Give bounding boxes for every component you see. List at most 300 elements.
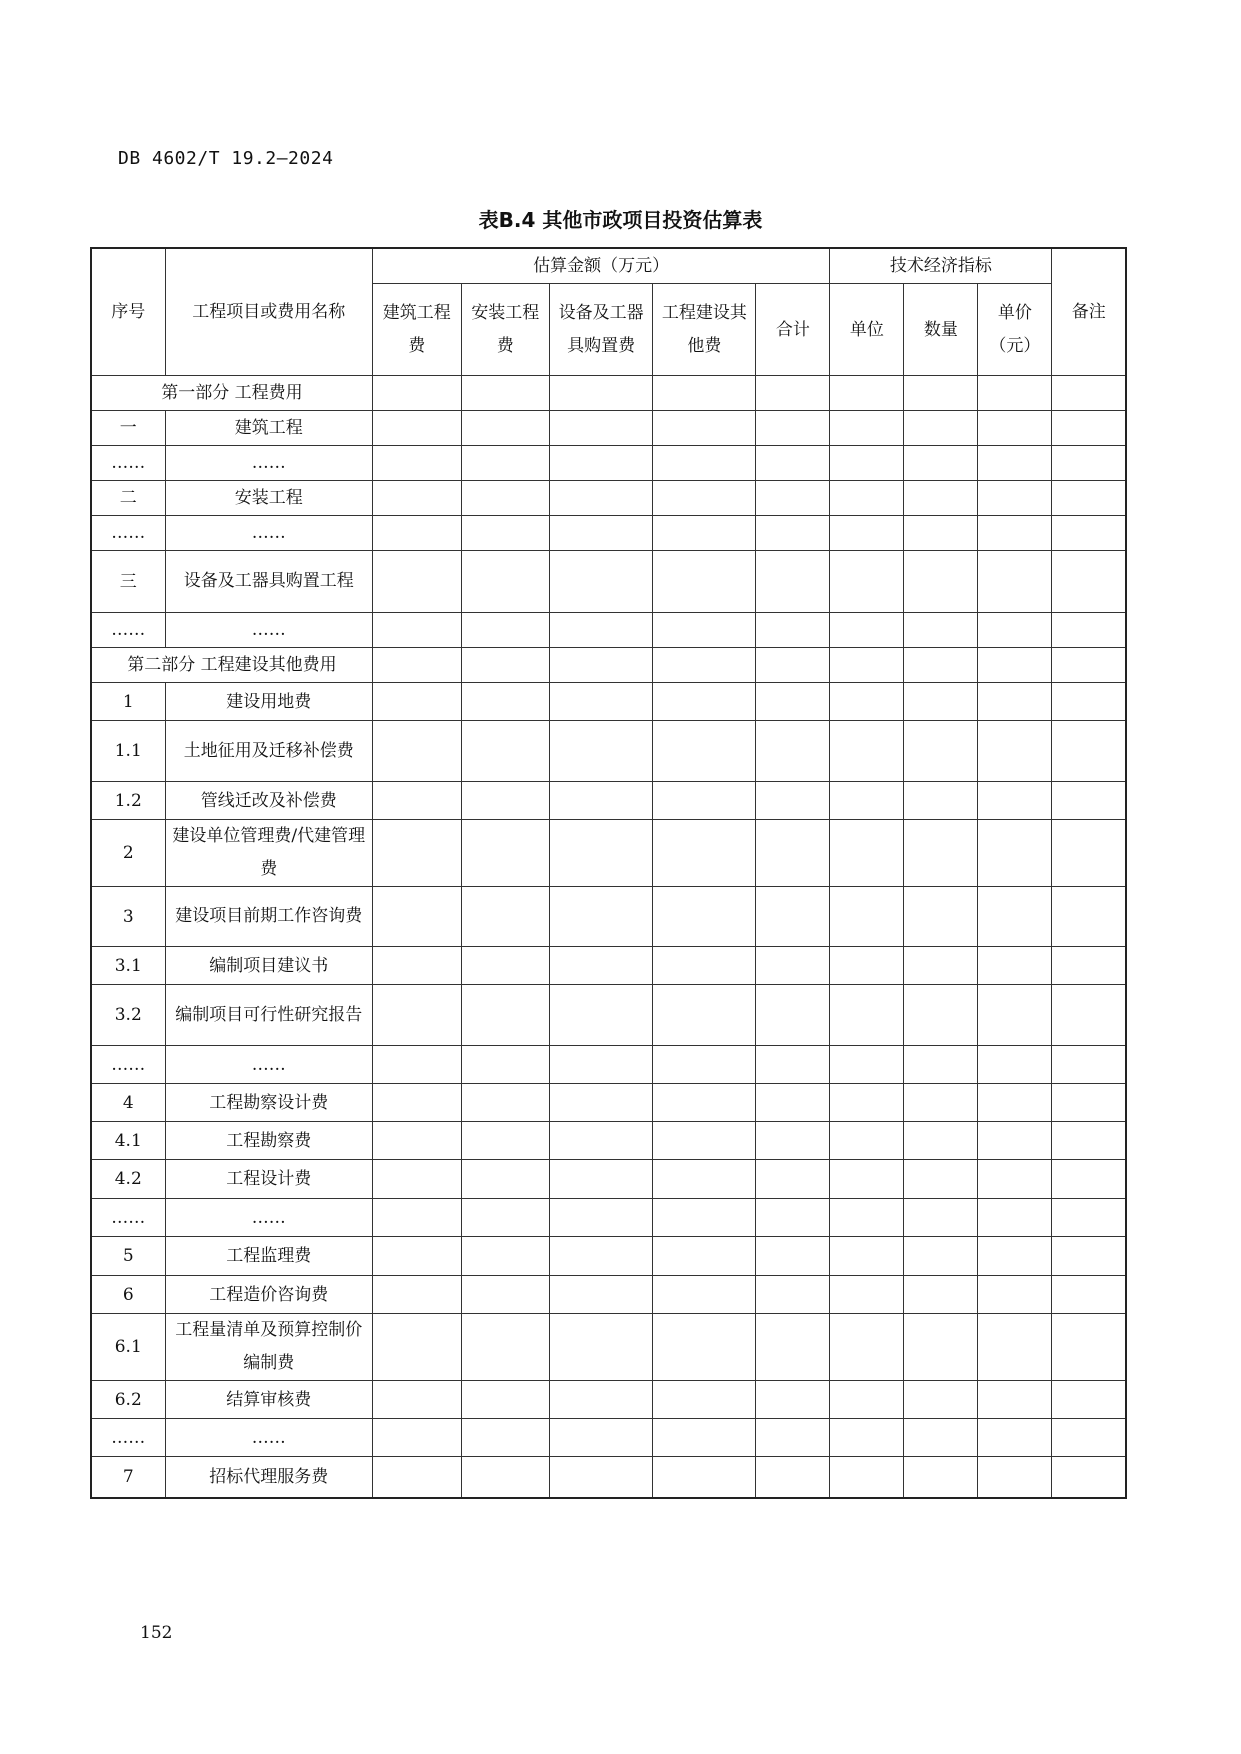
empty-cell xyxy=(904,820,978,887)
empty-cell xyxy=(756,613,830,648)
row-name: 工程监理费 xyxy=(165,1237,372,1276)
table-row xyxy=(91,516,1126,551)
empty-cell xyxy=(372,1276,461,1314)
empty-cell xyxy=(550,613,653,648)
header-qty: 数量 xyxy=(904,284,978,376)
section-row xyxy=(91,376,1126,411)
empty-cell xyxy=(978,1199,1052,1237)
row-seq: 7 xyxy=(91,1457,165,1498)
row-seq: …… xyxy=(91,1419,165,1457)
table-row xyxy=(91,446,1126,481)
empty-cell xyxy=(653,376,756,411)
empty-cell xyxy=(904,683,978,721)
empty-cell xyxy=(550,446,653,481)
empty-cell xyxy=(653,985,756,1046)
empty-cell xyxy=(653,1122,756,1160)
empty-cell xyxy=(1052,446,1126,481)
empty-cell xyxy=(756,1457,830,1498)
empty-cell xyxy=(756,1084,830,1122)
row-seq: 1.1 xyxy=(91,721,165,782)
empty-cell xyxy=(461,683,550,721)
empty-cell xyxy=(550,947,653,985)
empty-cell xyxy=(830,1457,904,1498)
empty-cell xyxy=(978,446,1052,481)
empty-cell xyxy=(372,648,461,683)
empty-cell xyxy=(653,1276,756,1314)
empty-cell xyxy=(756,1237,830,1276)
empty-cell xyxy=(904,1276,978,1314)
empty-cell xyxy=(372,1419,461,1457)
empty-cell xyxy=(756,1419,830,1457)
empty-cell xyxy=(372,481,461,516)
empty-cell xyxy=(461,1237,550,1276)
empty-cell xyxy=(830,613,904,648)
row-seq: …… xyxy=(91,1199,165,1237)
section-one-label: 第一部分 工程费用 xyxy=(91,376,372,411)
empty-cell xyxy=(461,376,550,411)
header-unit: 单位 xyxy=(830,284,904,376)
empty-cell xyxy=(756,376,830,411)
empty-cell xyxy=(756,1046,830,1084)
empty-cell xyxy=(372,1046,461,1084)
header-equipment: 设备及工器具购置费 xyxy=(550,284,653,376)
empty-cell xyxy=(830,551,904,613)
row-name: …… xyxy=(165,446,372,481)
empty-cell xyxy=(550,887,653,947)
empty-cell xyxy=(461,1381,550,1419)
header-total: 合计 xyxy=(756,284,830,376)
section-two-label: 第二部分 工程建设其他费用 xyxy=(91,648,372,683)
empty-cell xyxy=(550,1457,653,1498)
empty-cell xyxy=(1052,1046,1126,1084)
empty-cell xyxy=(372,516,461,551)
table-row xyxy=(91,1160,1126,1199)
empty-cell xyxy=(1052,1276,1126,1314)
header-remark: 备注 xyxy=(1052,248,1126,376)
empty-cell xyxy=(461,947,550,985)
empty-cell xyxy=(550,648,653,683)
row-seq: 6.2 xyxy=(91,1381,165,1419)
empty-cell xyxy=(978,721,1052,782)
empty-cell xyxy=(904,782,978,820)
empty-cell xyxy=(904,1122,978,1160)
empty-cell xyxy=(461,648,550,683)
header-seq: 序号 xyxy=(91,248,165,376)
empty-cell xyxy=(1052,1457,1126,1498)
empty-cell xyxy=(904,1199,978,1237)
empty-cell xyxy=(461,411,550,446)
empty-cell xyxy=(978,411,1052,446)
empty-cell xyxy=(653,648,756,683)
empty-cell xyxy=(1052,1381,1126,1419)
header-name: 工程项目或费用名称 xyxy=(165,248,372,376)
empty-cell xyxy=(550,721,653,782)
empty-cell xyxy=(904,1419,978,1457)
empty-cell xyxy=(830,820,904,887)
row-seq: …… xyxy=(91,613,165,648)
empty-cell xyxy=(372,1122,461,1160)
empty-cell xyxy=(653,1381,756,1419)
empty-cell xyxy=(372,411,461,446)
empty-cell xyxy=(904,721,978,782)
empty-cell xyxy=(756,481,830,516)
empty-cell xyxy=(978,1046,1052,1084)
empty-cell xyxy=(830,1160,904,1199)
empty-cell xyxy=(1052,1084,1126,1122)
empty-cell xyxy=(550,1199,653,1237)
empty-cell xyxy=(830,1084,904,1122)
empty-cell xyxy=(904,481,978,516)
empty-cell xyxy=(372,782,461,820)
empty-cell xyxy=(653,1084,756,1122)
empty-cell xyxy=(978,376,1052,411)
empty-cell xyxy=(1052,947,1126,985)
empty-cell xyxy=(372,683,461,721)
empty-cell xyxy=(830,1419,904,1457)
empty-cell xyxy=(653,1314,756,1381)
empty-cell xyxy=(830,446,904,481)
empty-cell xyxy=(461,551,550,613)
table-row xyxy=(91,1237,1126,1276)
empty-cell xyxy=(653,1237,756,1276)
table-row xyxy=(91,1122,1126,1160)
empty-cell xyxy=(653,516,756,551)
row-seq: …… xyxy=(91,516,165,551)
empty-cell xyxy=(830,648,904,683)
empty-cell xyxy=(904,1160,978,1199)
empty-cell xyxy=(550,1381,653,1419)
empty-cell xyxy=(653,1160,756,1199)
empty-cell xyxy=(978,1237,1052,1276)
empty-cell xyxy=(372,376,461,411)
empty-cell xyxy=(653,887,756,947)
empty-cell xyxy=(461,1314,550,1381)
page-number: 152 xyxy=(140,1623,173,1643)
empty-cell xyxy=(756,411,830,446)
empty-cell xyxy=(1052,613,1126,648)
empty-cell xyxy=(756,782,830,820)
row-seq: 3 xyxy=(91,887,165,947)
empty-cell xyxy=(461,1419,550,1457)
table-row xyxy=(91,683,1126,721)
empty-cell xyxy=(461,446,550,481)
empty-cell xyxy=(653,1457,756,1498)
empty-cell xyxy=(978,1160,1052,1199)
empty-cell xyxy=(461,1276,550,1314)
empty-cell xyxy=(372,985,461,1046)
empty-cell xyxy=(904,1084,978,1122)
empty-cell xyxy=(904,947,978,985)
empty-cell xyxy=(653,1046,756,1084)
empty-cell xyxy=(978,648,1052,683)
empty-cell xyxy=(830,721,904,782)
empty-cell xyxy=(904,1314,978,1381)
row-name: 建筑工程 xyxy=(165,411,372,446)
empty-cell xyxy=(1052,411,1126,446)
empty-cell xyxy=(550,516,653,551)
empty-cell xyxy=(653,446,756,481)
empty-cell xyxy=(550,1419,653,1457)
table-row xyxy=(91,1314,1126,1381)
empty-cell xyxy=(1052,1199,1126,1237)
row-name: 工程勘察费 xyxy=(165,1122,372,1160)
empty-cell xyxy=(550,1160,653,1199)
empty-cell xyxy=(1052,1314,1126,1381)
empty-cell xyxy=(756,683,830,721)
row-seq: …… xyxy=(91,1046,165,1084)
empty-cell xyxy=(978,613,1052,648)
row-seq: 1.2 xyxy=(91,782,165,820)
table-row xyxy=(91,985,1126,1046)
empty-cell xyxy=(1052,721,1126,782)
empty-cell xyxy=(653,1199,756,1237)
empty-cell xyxy=(756,985,830,1046)
table-row xyxy=(91,1084,1126,1122)
table-title: 表B.4 其他市政项目投资估算表 xyxy=(478,208,763,232)
empty-cell xyxy=(756,820,830,887)
empty-cell xyxy=(461,1084,550,1122)
header-index-group: 技术经济指标 xyxy=(830,248,1052,284)
empty-cell xyxy=(978,985,1052,1046)
table-row xyxy=(91,481,1126,516)
empty-cell xyxy=(461,481,550,516)
empty-cell xyxy=(830,947,904,985)
empty-cell xyxy=(1052,985,1126,1046)
row-name: 编制项目可行性研究报告 xyxy=(165,985,372,1046)
row-seq: 二 xyxy=(91,481,165,516)
empty-cell xyxy=(978,782,1052,820)
empty-cell xyxy=(978,1457,1052,1498)
table-row xyxy=(91,1276,1126,1314)
empty-cell xyxy=(1052,887,1126,947)
row-seq: …… xyxy=(91,446,165,481)
empty-cell xyxy=(978,1276,1052,1314)
empty-cell xyxy=(978,516,1052,551)
empty-cell xyxy=(372,1381,461,1419)
empty-cell xyxy=(978,1084,1052,1122)
row-seq: 6.1 xyxy=(91,1314,165,1381)
empty-cell xyxy=(372,1237,461,1276)
empty-cell xyxy=(756,1314,830,1381)
empty-cell xyxy=(1052,376,1126,411)
row-seq: 一 xyxy=(91,411,165,446)
table-row xyxy=(91,887,1126,947)
empty-cell xyxy=(372,551,461,613)
empty-cell xyxy=(653,782,756,820)
row-seq: 5 xyxy=(91,1237,165,1276)
empty-cell xyxy=(756,947,830,985)
empty-cell xyxy=(461,1457,550,1498)
empty-cell xyxy=(372,446,461,481)
empty-cell xyxy=(978,1419,1052,1457)
empty-cell xyxy=(372,1457,461,1498)
row-name: 工程造价咨询费 xyxy=(165,1276,372,1314)
table-row xyxy=(91,721,1126,782)
empty-cell xyxy=(756,1122,830,1160)
row-seq: 3.2 xyxy=(91,985,165,1046)
empty-cell xyxy=(550,683,653,721)
empty-cell xyxy=(830,1199,904,1237)
empty-cell xyxy=(978,683,1052,721)
empty-cell xyxy=(830,782,904,820)
empty-cell xyxy=(756,1276,830,1314)
empty-cell xyxy=(904,516,978,551)
empty-cell xyxy=(461,1046,550,1084)
empty-cell xyxy=(756,887,830,947)
empty-cell xyxy=(461,613,550,648)
header-estimate-group: 估算金额（万元） xyxy=(372,248,829,284)
row-name: 编制项目建议书 xyxy=(165,947,372,985)
table-row xyxy=(91,1381,1126,1419)
empty-cell xyxy=(1052,820,1126,887)
empty-cell xyxy=(550,1237,653,1276)
empty-cell xyxy=(904,411,978,446)
empty-cell xyxy=(830,1237,904,1276)
empty-cell xyxy=(461,782,550,820)
row-name: 工程勘察设计费 xyxy=(165,1084,372,1122)
empty-cell xyxy=(372,887,461,947)
empty-cell xyxy=(830,1314,904,1381)
empty-cell xyxy=(653,721,756,782)
empty-cell xyxy=(904,446,978,481)
empty-cell xyxy=(550,1122,653,1160)
empty-cell xyxy=(1052,782,1126,820)
empty-cell xyxy=(550,1276,653,1314)
empty-cell xyxy=(372,947,461,985)
empty-cell xyxy=(550,376,653,411)
empty-cell xyxy=(904,985,978,1046)
row-name: 工程设计费 xyxy=(165,1160,372,1199)
empty-cell xyxy=(904,376,978,411)
row-name: …… xyxy=(165,1419,372,1457)
table-row xyxy=(91,820,1126,887)
empty-cell xyxy=(550,411,653,446)
row-name: …… xyxy=(165,1199,372,1237)
empty-cell xyxy=(978,1381,1052,1419)
empty-cell xyxy=(904,1046,978,1084)
empty-cell xyxy=(653,613,756,648)
empty-cell xyxy=(904,551,978,613)
empty-cell xyxy=(904,887,978,947)
empty-cell xyxy=(1052,1237,1126,1276)
row-name: …… xyxy=(165,1046,372,1084)
empty-cell xyxy=(830,376,904,411)
empty-cell xyxy=(372,721,461,782)
empty-cell xyxy=(978,947,1052,985)
empty-cell xyxy=(461,1160,550,1199)
empty-cell xyxy=(1052,648,1126,683)
empty-cell xyxy=(756,1381,830,1419)
table-row xyxy=(91,1046,1126,1084)
empty-cell xyxy=(830,887,904,947)
row-seq: 4 xyxy=(91,1084,165,1122)
empty-cell xyxy=(830,481,904,516)
investment-estimate-table xyxy=(90,247,1127,1499)
empty-cell xyxy=(756,1160,830,1199)
row-seq: 4.1 xyxy=(91,1122,165,1160)
row-seq: 3.1 xyxy=(91,947,165,985)
empty-cell xyxy=(372,1199,461,1237)
table-row xyxy=(91,613,1126,648)
empty-cell xyxy=(904,1457,978,1498)
table-row xyxy=(91,782,1126,820)
empty-cell xyxy=(372,1314,461,1381)
standard-code: DB 4602/T 19.2—2024 xyxy=(118,148,334,169)
empty-cell xyxy=(756,551,830,613)
row-seq: 2 xyxy=(91,820,165,887)
table-row xyxy=(91,551,1126,613)
empty-cell xyxy=(756,721,830,782)
empty-cell xyxy=(1052,1122,1126,1160)
row-seq: 三 xyxy=(91,551,165,613)
empty-cell xyxy=(1052,1160,1126,1199)
empty-cell xyxy=(550,1046,653,1084)
header-other: 工程建设其他费 xyxy=(653,284,756,376)
row-name: 结算审核费 xyxy=(165,1381,372,1419)
empty-cell xyxy=(830,1381,904,1419)
empty-cell xyxy=(1052,551,1126,613)
header-price: 单价（元） xyxy=(978,284,1052,376)
table-row xyxy=(91,411,1126,446)
row-name: 建设单位管理费/代建管理费 xyxy=(165,820,372,887)
empty-cell xyxy=(653,820,756,887)
row-name: 工程量清单及预算控制价编制费 xyxy=(165,1314,372,1381)
empty-cell xyxy=(1052,516,1126,551)
empty-cell xyxy=(756,648,830,683)
empty-cell xyxy=(653,683,756,721)
empty-cell xyxy=(550,985,653,1046)
empty-cell xyxy=(978,1314,1052,1381)
empty-cell xyxy=(653,481,756,516)
empty-cell xyxy=(830,516,904,551)
empty-cell xyxy=(653,947,756,985)
row-seq: 6 xyxy=(91,1276,165,1314)
empty-cell xyxy=(461,887,550,947)
row-name: …… xyxy=(165,516,372,551)
empty-cell xyxy=(653,411,756,446)
empty-cell xyxy=(550,782,653,820)
empty-cell xyxy=(550,1314,653,1381)
table-row xyxy=(91,1199,1126,1237)
empty-cell xyxy=(372,1160,461,1199)
empty-cell xyxy=(461,1199,550,1237)
empty-cell xyxy=(1052,1419,1126,1457)
empty-cell xyxy=(904,613,978,648)
empty-cell xyxy=(830,411,904,446)
table-row xyxy=(91,1457,1126,1498)
row-name: 土地征用及迁移补偿费 xyxy=(165,721,372,782)
empty-cell xyxy=(830,1046,904,1084)
table-row xyxy=(91,947,1126,985)
row-name: 设备及工器具购置工程 xyxy=(165,551,372,613)
row-name: 建设项目前期工作咨询费 xyxy=(165,887,372,947)
empty-cell xyxy=(830,1122,904,1160)
row-name: 建设用地费 xyxy=(165,683,372,721)
empty-cell xyxy=(904,648,978,683)
empty-cell xyxy=(830,1276,904,1314)
empty-cell xyxy=(461,721,550,782)
empty-cell xyxy=(461,985,550,1046)
section-row xyxy=(91,648,1126,683)
empty-cell xyxy=(372,613,461,648)
row-name: 管线迁改及补偿费 xyxy=(165,782,372,820)
empty-cell xyxy=(550,820,653,887)
empty-cell xyxy=(461,820,550,887)
empty-cell xyxy=(978,481,1052,516)
empty-cell xyxy=(756,446,830,481)
row-seq: 4.2 xyxy=(91,1160,165,1199)
row-name: 招标代理服务费 xyxy=(165,1457,372,1498)
